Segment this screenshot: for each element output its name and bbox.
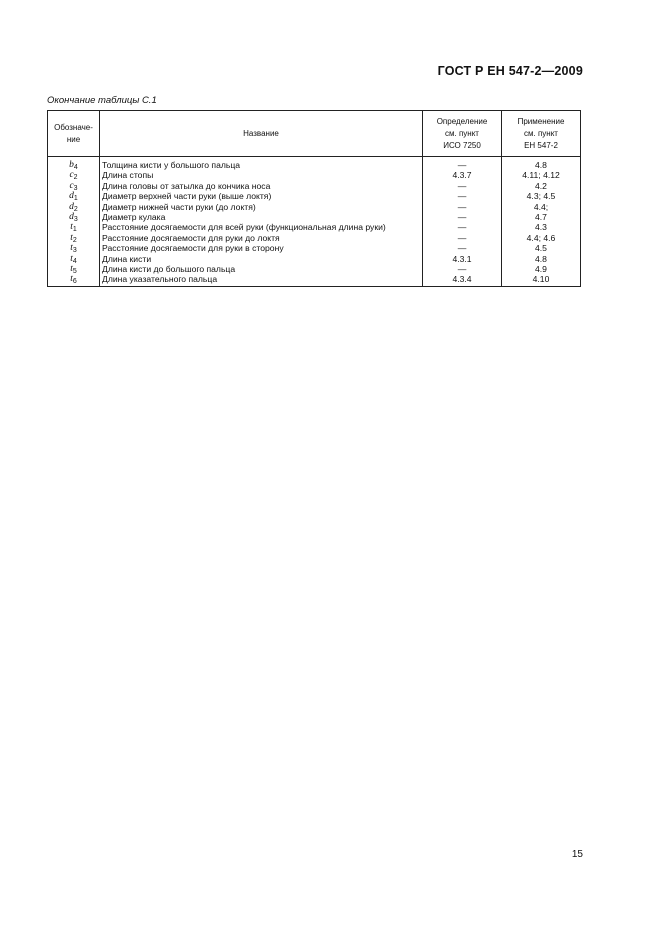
name-cell: Длина стопы — [100, 170, 423, 180]
definition-cell: 4.3.4 — [423, 274, 502, 286]
name-cell: Диаметр нижней части руки (до локтя) — [100, 202, 423, 212]
definition-cell: — — [423, 264, 502, 274]
symbol-cell: $d_3$ — [48, 212, 100, 222]
table-row — [48, 264, 581, 274]
application-cell: 4.10 — [502, 274, 581, 286]
symbol-cell: $t_1$ — [48, 222, 100, 232]
application-cell: 4.4; 4.6 — [502, 233, 581, 243]
table-row — [48, 181, 581, 191]
application-cell: 4.2 — [502, 181, 581, 191]
symbol-cell: $t_3$ — [48, 243, 100, 253]
table-row — [48, 202, 581, 212]
application-cell: 4.3 — [502, 222, 581, 232]
table-row — [48, 170, 581, 180]
definition-cell: 4.3.7 — [423, 170, 502, 180]
symbol-cell: $t_4$ — [48, 254, 100, 264]
table-row — [48, 222, 581, 232]
column-header-application: Применение см. пункт ЕН 547-2 — [502, 111, 581, 157]
name-cell: Длина указательного пальца — [100, 274, 423, 286]
table-body — [48, 157, 581, 287]
name-cell: Длина кисти — [100, 254, 423, 264]
table-row — [48, 274, 581, 286]
symbol-cell: $t_2$ — [48, 233, 100, 243]
table-row — [48, 243, 581, 253]
definition-cell: — — [423, 212, 502, 222]
page-number: 15 — [571, 849, 583, 860]
definition-cell: — — [423, 181, 502, 191]
application-cell: 4.7 — [502, 212, 581, 222]
application-cell: 4.8 — [502, 254, 581, 264]
application-cell: 4.3; 4.5 — [502, 191, 581, 201]
symbol-cell: $c_2$ — [48, 170, 100, 180]
definition-cell: — — [423, 243, 502, 253]
symbol-cell: $t_5$ — [48, 264, 100, 274]
standard-title: ГОСТ Р ЕН 547-2—2009 — [437, 64, 583, 78]
definition-cell: — — [423, 202, 502, 212]
column-header-definition: Определение см. пункт ИСО 7250 — [423, 111, 502, 157]
definition-cell: — — [423, 157, 502, 171]
definition-cell: 4.3.1 — [423, 254, 502, 264]
name-cell: Толщина кисти у большого пальца — [100, 157, 423, 171]
application-cell: 4.4; — [502, 202, 581, 212]
application-cell: 4.5 — [502, 243, 581, 253]
application-cell: 4.11; 4.12 — [502, 170, 581, 180]
application-cell: 4.8 — [502, 157, 581, 171]
table-row — [48, 212, 581, 222]
name-cell: Длина головы от затылка до кончика носа — [100, 181, 423, 191]
column-header-name: Название — [100, 111, 423, 157]
table-caption: Окончание таблицы С.1 — [47, 95, 157, 106]
definition-cell: — — [423, 222, 502, 232]
name-cell: Расстояние досягаемости для руки до локтя — [100, 233, 423, 243]
table-row — [48, 191, 581, 201]
name-cell: Длина кисти до большого пальца — [100, 264, 423, 274]
name-cell: Диаметр кулака — [100, 212, 423, 222]
definition-cell: — — [423, 233, 502, 243]
data-table — [47, 110, 581, 287]
table-header — [48, 111, 581, 157]
name-cell: Расстояние досягаемости для руки в сторону — [100, 243, 423, 253]
symbol-cell: $b_4$ — [48, 157, 100, 171]
symbol-cell: $c_3$ — [48, 181, 100, 191]
table-row — [48, 233, 581, 243]
table-row — [48, 157, 581, 171]
name-cell: Диаметр верхней части руки (выше локтя) — [100, 191, 423, 201]
application-cell: 4.9 — [502, 264, 581, 274]
definition-cell: — — [423, 191, 502, 201]
name-cell: Расстояние досягаемости для всей руки (функциональная длина руки) — [100, 222, 423, 232]
symbol-cell: $t_6$ — [48, 274, 100, 286]
symbol-cell: $d_2$ — [48, 202, 100, 212]
column-header-symbol: Обозначе- ние — [48, 111, 100, 157]
table-row — [48, 254, 581, 264]
symbol-cell: $d_1$ — [48, 191, 100, 201]
